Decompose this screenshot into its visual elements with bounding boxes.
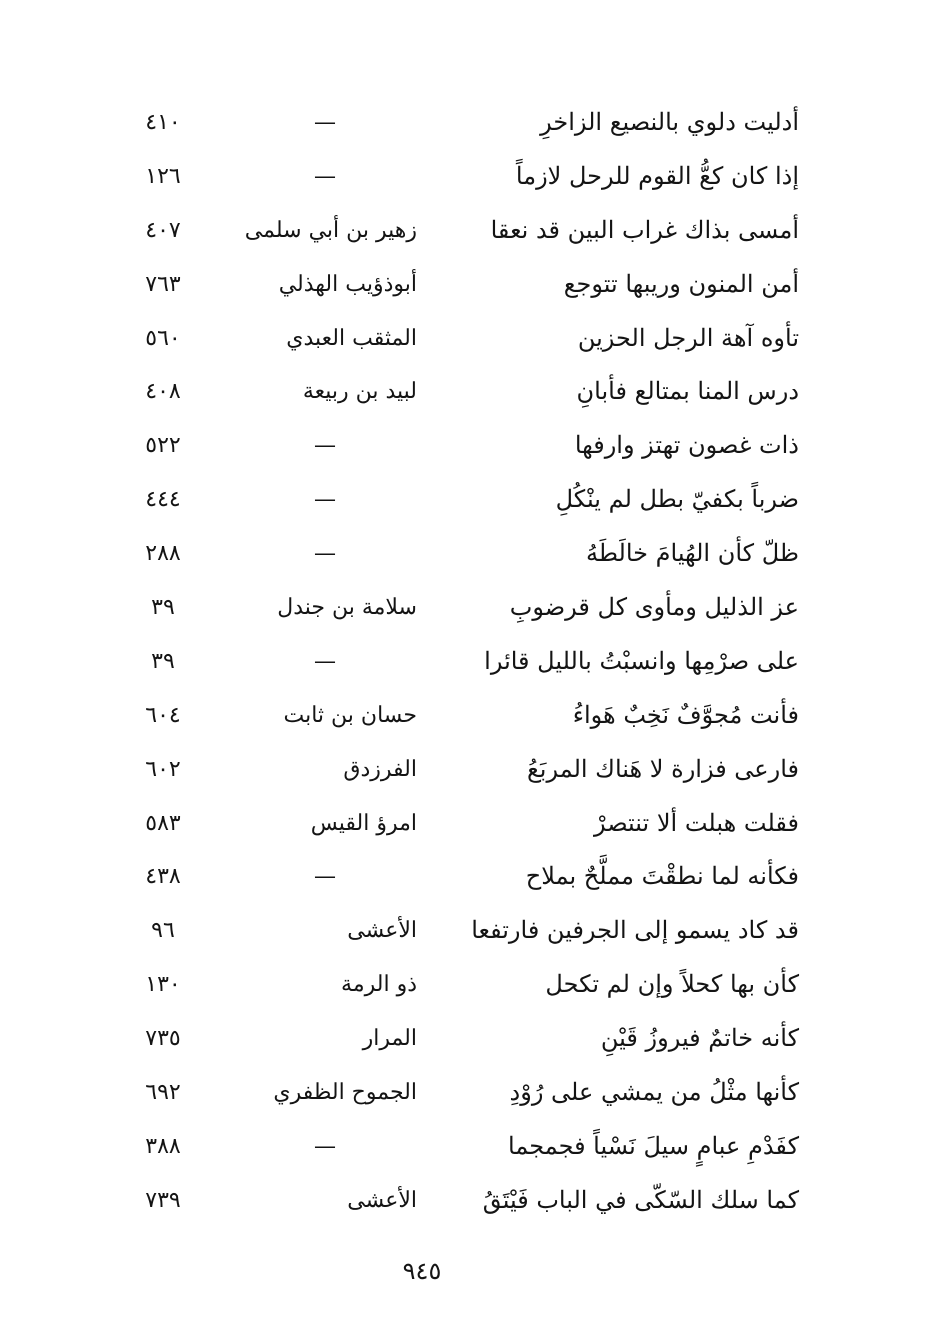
page-reference: ٥٨٣ [145,810,181,836]
verse-opening: فأنت مُجوَّفٌ نَخِبٌ هَواءُ [572,700,799,729]
index-row [0,419,945,473]
index-row [0,743,945,797]
page-reference: ١٣٠ [145,972,181,998]
poet-name: زهير بن أبي سلمى [244,217,417,243]
index-row [0,473,945,527]
poet-name: الفرزدق [343,756,417,782]
poet-name: — [314,110,336,135]
index-row [0,581,945,635]
index-row [0,527,945,581]
verse-opening: على صرْمِها وانسبْتُ بالليل قائرا [484,646,799,675]
poet-name: الجموح الظفري [273,1080,417,1106]
verse-opening: عز الذليل ومأوى كل قرضوبِ [509,593,799,622]
index-row [0,365,945,419]
index-row [0,689,945,743]
page-reference: ٢٨٨ [145,541,181,567]
verse-opening: فارعى فزارة لا هَناك المربَعُ [527,754,799,783]
index-row [0,204,945,258]
page-reference: ٤٤٤ [145,487,181,513]
index-row [0,1120,945,1174]
poet-name: أبوذؤيب الهذلي [278,271,417,297]
page-reference: ٧٦٣ [145,271,181,297]
index-row [0,312,945,366]
poet-name: سلامة بن جندل [277,595,417,621]
page-reference: ١٢٦ [145,163,181,189]
index-row [0,850,945,904]
poet-name: امرؤ القيس [310,810,417,836]
poet-name: — [314,864,336,890]
poet-name: لبيد بن ربيعة [302,379,417,405]
page-reference: ٦٩٢ [145,1080,181,1106]
verse-opening: ضرباً بكفيّ بطل لم ينْكُلِ [555,485,799,514]
poet-name: — [314,541,336,567]
page-reference: ٣٩ [151,595,175,621]
verse-opening: درس المنا بمتالع فأبانِ [576,377,799,406]
page-number: ٩٤٥ [402,1257,442,1285]
verse-opening: كما سلك السّكّى في الباب فَيْتَقُ [482,1185,799,1214]
page-reference: ٥٢٢ [145,433,181,459]
index-row [0,150,945,204]
index-row [0,904,945,958]
poet-name: — [314,487,336,513]
verse-opening: إذا كان كعُّ القوم للرحل لازماً [515,161,799,190]
poet-name: — [314,648,336,674]
poet-name: — [314,163,336,189]
index-row [0,1012,945,1066]
poet-name: المرار [362,1026,417,1052]
index-row [0,635,945,689]
verse-opening: كأنها مثْلُ من يمشي على رُوْدِ [509,1078,799,1107]
verse-opening: ذات غصون تهتز وارفها [574,431,799,460]
verse-index-table [0,96,945,1228]
index-row [0,1066,945,1120]
page-reference: ٤٠٧ [145,217,181,243]
verse-opening: كأن بها كحلاً وإن لم تكحل [545,970,799,999]
verse-opening: قد كاد يسمو إلى الجرفين فارتفعا [471,916,799,945]
poet-name: المثقب العبدي [286,325,417,351]
page-reference: ٤٣٨ [145,864,181,890]
verse-opening: أمن المنون وريبها تتوجع [563,269,799,298]
page-reference: ٩٦ [151,918,175,944]
verse-opening: تأوه آهة الرجل الحزين [577,323,799,352]
page-reference: ٦٠٢ [145,756,181,782]
poet-name: حسان بن ثابت [283,702,417,728]
poet-name: الأعشى [347,918,417,944]
verse-opening: أدليت دلوي بالنصيع الزاخرِ [540,108,799,136]
verse-opening: أمسى بذاك غراب البين قد نعقا [490,215,799,244]
poet-name: الأعشى [347,1187,417,1213]
page-reference: ٦٠٤ [145,702,181,728]
poet-name: — [314,433,336,459]
page-reference: ٤١٠ [145,110,181,135]
poet-name: ذو الرمة [341,972,417,998]
page-reference: ٣٨٨ [145,1133,181,1159]
index-row [0,1174,945,1228]
poet-name: — [314,1133,336,1159]
page-reference: ٥٦٠ [145,325,181,351]
verse-opening: فقلت هبلت ألا تنتصرْ [594,808,799,837]
page-reference: ٣٩ [151,648,175,674]
page-reference: ٧٣٥ [145,1026,181,1052]
index-row [0,96,945,150]
page-reference: ٧٣٩ [145,1187,181,1213]
index-row [0,958,945,1012]
verse-opening: فكأنه لما نطقْتَ مملَّحٌ بملاح [525,862,799,891]
verse-opening: كأنه خاتمٌ فيروزُ قَيْنِ [600,1024,799,1053]
page-reference: ٤٠٨ [145,379,181,405]
index-row [0,258,945,312]
verse-opening: كفَدْمِ عبامٍ سيلَ نَسْياً فجمجما [508,1131,799,1160]
index-row [0,797,945,851]
verse-opening: ظلّ كأن الهُيامَ خالَطَهُ [586,539,799,568]
